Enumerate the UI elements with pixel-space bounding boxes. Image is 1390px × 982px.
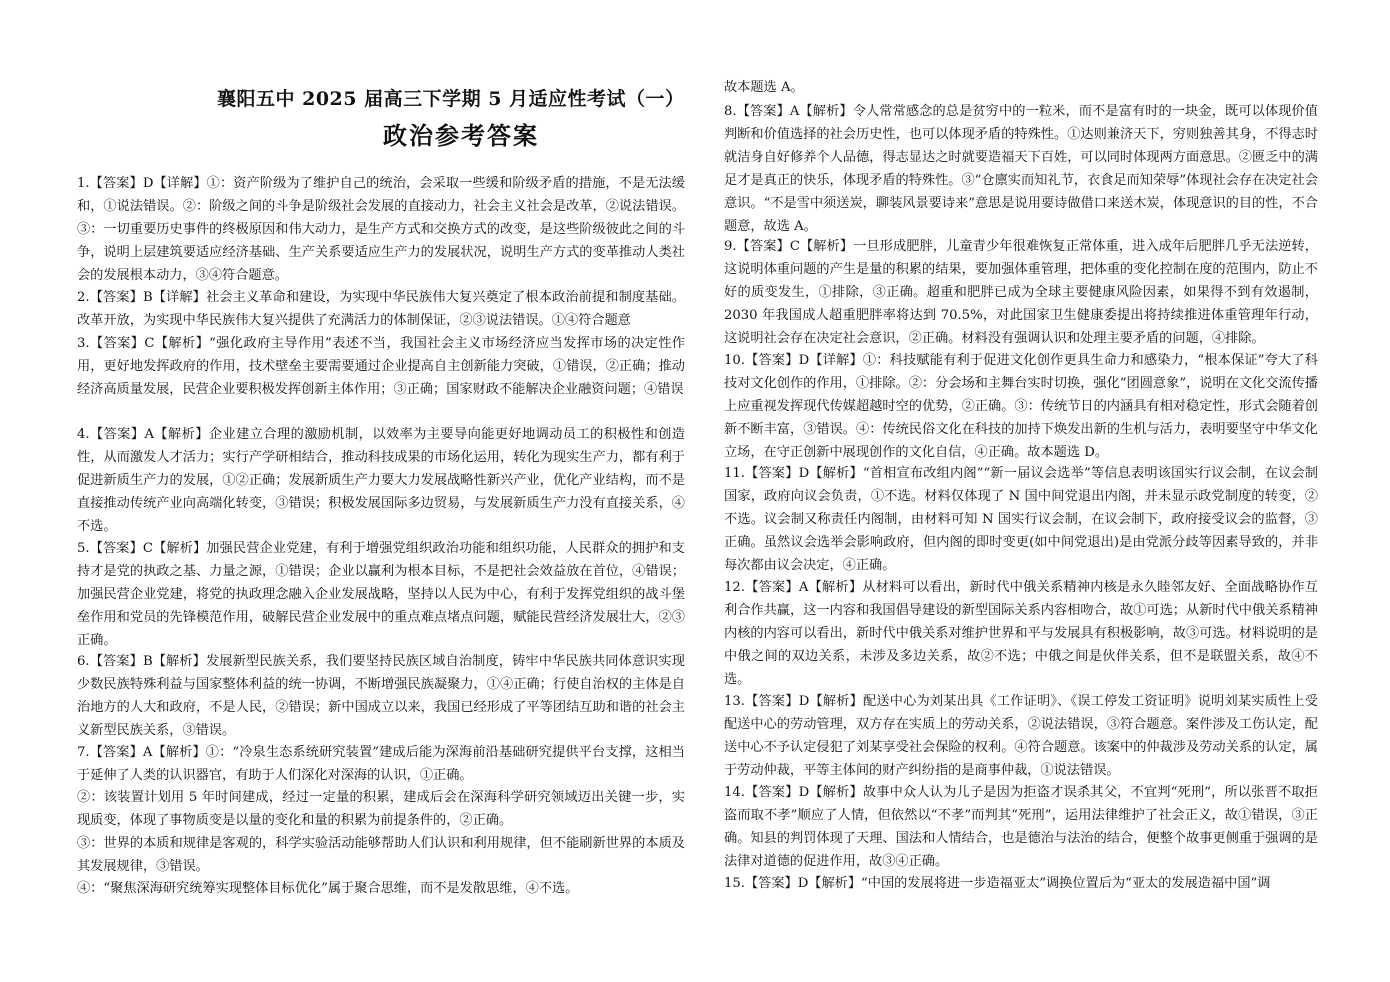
- exam-title: 襄阳五中 2025 届高三下学期 5 月适应性考试（一）: [217, 88, 685, 110]
- answer-q9: 9.【答案】C【解析】一旦形成肥胖，儿童青少年很难恢复正常体重，进入成年后肥胖几乎无法逆转，这说明体重问题的产生是量的积累的结果，要加强体重管理，把体重的变化控制在度的范围内，防止不好的质变发生，①排除，③正确。超重和肥胖已成为全球主要健康风险因素，如果得不到有效遏制，2030 年我国成人超重肥胖率将达到 70.5%，对此国家卫生健康委提出将持续推进体重管理年行动，这说明社会存在决定社会意识，②正确。材料没有强调认识和处理主要矛盾的问题，④排除。: [724, 239, 1318, 347]
- answer-q1: 1.【答案】D【详解】①：资产阶级为了维护自己的统治，会采取一些缓和阶级矛盾的措施，不是无法缓和，①说法错误。②：阶级之间的斗争是阶级社会发展的直接动力，社会主义社会是改革，②说法错误。③：一切重要历史事件的终极原因和伟大动力，是生产方式和交换方式的改变，是这些阶级彼此之间的斗争，说明上层建筑要适应经济基础、生产关系要适应生产力的发展状况，说明生产方式的变革推动人类社会的发展根本动力，③④符合题意。: [77, 176, 685, 284]
- answer-q7-part1: 7.【答案】A【解析】①：“冷泉生态系统研究装置”建成后能为深海前沿基础研究提供平台支撑，这相当于延伸了人类的认识器官，有助于人们深化对深海的认识，①正确。: [77, 745, 685, 784]
- answer-q4: 4.【答案】A【解析】企业建立合理的激励机制，以效率为主要导向能更好地调动员工的积极性和创造性，从而激发人才活力；实行产学研相结合，推动科技成果的市场化运用，转化为现实生产力，都有利于促进新质生产力的发展，①②正确；发展新质生产力要大力发展战略性新兴产业，优化产业结构，而不是直接推动传统产业向高端化转变，③错误；积极发展国际多边贸易，与发展新质生产力没有直接关系，④不选。: [77, 427, 685, 535]
- answer-q15: 15.【答案】D【解析】“中国的发展将进一步造福亚太”调换位置后为“亚太的发展造福中国”调: [724, 876, 1271, 891]
- answer-q7-part4: ④：“聚焦深海研究统筹实现整体目标优化”属于聚合思维，而不是发散思维，④不选。: [77, 881, 579, 896]
- answer-q8: 8.【答案】A【解析】令人常常感念的总是贫穷中的一粒米，而不是富有时的一块金，既可以体现价值判断和价值选择的社会历史性，也可以体现矛盾的特殊性。①达则兼济天下，穷则独善其身，不得志时就洁身自好修养个人品德，得志显达之时就要造福天下百姓，可以同时体现两方面意思。②匮乏中的满足才是真正的快乐，体现矛盾的特殊性。③“仓廪实而知礼节，衣食足而知荣辱”体现社会存在决定社会意识。“不是雪中须送炭，聊装风景要诗来”意思是说用要诗做借口来送木炭，体现意识的目的性，不合题意，故选 A。: [724, 104, 1318, 235]
- answer-q13: 13.【答案】D【解析】配送中心为刘某出具《工作证明》、《误工停发工资证明》说明刘某实质性上受配送中心的劳动管理，双方存在实质上的劳动关系，②说法错误，③符合题意。案件涉及工伤认定，配送中心不予认定侵犯了刘某享受社会保险的权利。④符合题意。该案中的仲裁涉及劳动关系的认定，属于劳动仲裁，平等主体间的财产纠纷指的是商事仲裁，①说法错误。: [724, 694, 1318, 779]
- answer-q3: 3.【答案】C【解析】“强化政府主导作用”表述不当，我国社会主义市场经济应当发挥市场的决定性作用，更好地发挥政府的作用，技术壁垒主要需要通过企业提高自主创新能力突破，①错误，②正确；推动经济高质量发展，民营企业要积极发挥创新主体作用；③正确；国家财政不能解决企业融资问题；④错误: [77, 336, 685, 398]
- answer-q12: 12.【答案】A【解析】从材料可以看出，新时代中俄关系精神内核是永久睦邻友好、全面战略协作互利合作共赢，这一内容和我国倡导建设的新型国际关系内容相吻合，故①可选；从新时代中俄关系精神内核的内容可以看出，新时代中俄关系对维护世界和平与发展具有积极影响，故③可选。材料说明的是中俄之间的双边关系，未涉及多边关系，故②不选；中俄之间是伙伴关系，但不是联盟关系，故④不选。: [724, 580, 1318, 688]
- answer-q11: 11.【答案】D【解析】“首相宣布改组内阁”“新一届议会选举”等信息表明该国实行议会制，在议会制国家，政府向议会负责，①不选。材料仅体现了 N 国中间党退出内阁，并未显示政党制度的转变，②不选。议会制又称责任内阁制，由材料可知 N 国实行议会制，在议会制下，政府接受议会的监督，③正确。虽然议会选举会影响政府，但内阁的即时变更(如中间党退出)是由党派分歧等因素导致的，并非每次都由议会决定，④正确。: [724, 466, 1318, 574]
- answer-q7-conclusion: 故本题选 A。: [724, 80, 804, 95]
- page-title: 政治参考答案: [383, 121, 539, 150]
- answer-q14: 14.【答案】D【解析】故事中众人认为儿子是因为拒盗才误杀其父，不宜判“死刑”，所以张晋不取拒盗而取不孝”顺应了人情，但依然以“不孝”而判其“死刑”，运用法律维护了社会正义，故①错误，③正确。知县的判罚体现了天理、国法和人情结合，也是德治与法治的结合，便整个故事更侧重于强调的是法律对道德的促进作用，故③④正确。: [724, 785, 1318, 870]
- answer-q10: 10.【答案】D【详解】①：科技赋能有利于促进文化创作更具生命力和感染力，“根本保证”夸大了科技对文化创作的作用，①排除。②：分会场和主舞台实时切换，强化“团圆意象”，说明在文化交流传播上应重视发挥现代传媒超越时空的优势，②正确。③：传统节日的内涵具有相对稳定性，形式会随着创新不断丰富，③错误。④：传统民俗文化在科技的加持下焕发出新的生机与活力，表明要坚守中华文化立场，在守正创新中展现创作的文化自信，④正确。故本题选 D。: [724, 353, 1318, 461]
- answer-q5: 5.【答案】C【解析】加强民营企业党建，有利于增强党组织政治功能和组织功能，人民群众的拥护和支持才是党的执政之基、力量之源，①错误；企业以赢利为根本目标，不是把社会效益放在首位，④错误；加强民营企业党建，将党的执政理念融入企业发展战略，坚持以人民为中心，有利于发挥党组织的战斗堡垒作用和党员的先锋模范作用，破解民营企业发展中的重点难点堵点问题，赋能民营经济发展壮大，②③正确。: [77, 541, 685, 649]
- answer-q7-part2: ②：该装置计划用 5 年时间建成，经过一定量的积累，建成后会在深海科学研究领域迈出关键一步，实现质变，体现了事物质变是以量的变化和量的积累为前提条件的，②正确。: [77, 790, 685, 829]
- answer-q2: 2.【答案】B【详解】社会主义革命和建设，为实现中华民族伟大复兴奠定了根本政治前提和制度基础。改革开放，为实现中华民族伟大复兴提供了充满活力的体制保证，②③说法错误。①④符合题意: [77, 290, 685, 329]
- answer-q6: 6.【答案】B【解析】发展新型民族关系，我们要坚持民族区域自治制度，铸牢中华民族共同体意识实现少数民族特殊利益与国家整体利益的统一协调，不断增强民族凝聚力，①④正确；行使自治权的主体是自治地方的人大和政府，不是人民，②错误；新中国成立以来，我国已经形成了平等团结互助和谐的社会主义新型民族关系，③错误。: [77, 654, 685, 739]
- answer-q7-part3: ③：世界的本质和规律是客观的，科学实验活动能够帮助人们认识和利用规律，但不能刷新世界的本质及其发展规律，③错误。: [77, 836, 685, 875]
